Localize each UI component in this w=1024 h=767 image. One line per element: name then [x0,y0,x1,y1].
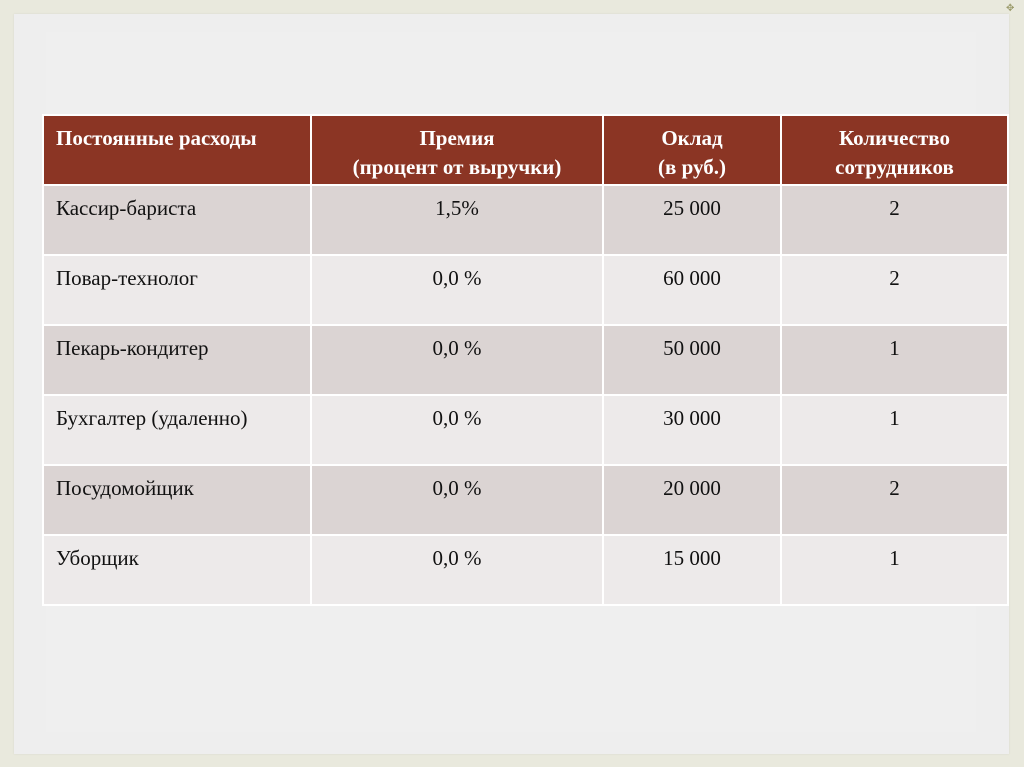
header-employee-count [781,115,1008,185]
cell-position: Повар-технолог [43,255,311,325]
cell-bonus: 0,0 % [311,325,603,395]
header-fixed-costs [43,115,311,185]
slide-corner-icon: ✥ [1006,3,1015,14]
cell-position: Уборщик [43,535,311,605]
cell-bonus: 0,0 % [311,465,603,535]
cell-count: 2 [781,185,1008,255]
cell-position: Посудомойщик [43,465,311,535]
cell-count: 1 [781,325,1008,395]
cell-count: 2 [781,465,1008,535]
cell-bonus: 0,0 % [311,535,603,605]
header-bonus-line1: Премия [419,126,495,150]
cell-position: Бухгалтер (удаленно) [43,395,311,465]
cell-bonus: 0,0 % [311,255,603,325]
cell-bonus: 0,0 % [311,395,603,465]
table-row [43,535,1008,605]
cell-salary: 30 000 [603,395,781,465]
table-row [43,325,1008,395]
table-row [43,465,1008,535]
cell-position: Пекарь-кондитер [43,325,311,395]
header-salary [603,115,781,185]
header-fixed-costs-label: Постоянные расходы [56,126,257,150]
cell-count: 1 [781,395,1008,465]
cell-salary: 60 000 [603,255,781,325]
cell-position: Кассир-бариста [43,185,311,255]
header-bonus-line2: (процент от выручки) [352,155,562,179]
header-employee-count-line1: Количество [838,126,951,150]
cell-salary: 25 000 [603,185,781,255]
table-row [43,255,1008,325]
table-header-row [43,115,1008,185]
header-employee-count-line2: сотрудников [835,155,954,179]
cell-salary: 20 000 [603,465,781,535]
header-salary-line1: Оклад [661,126,723,150]
header-bonus [311,115,603,185]
cell-salary: 50 000 [603,325,781,395]
fixed-costs-table [42,114,1009,606]
table-row [43,395,1008,465]
table-row [43,185,1008,255]
header-salary-line2: (в руб.) [658,155,726,179]
cell-salary: 15 000 [603,535,781,605]
cell-count: 1 [781,535,1008,605]
cell-bonus: 1,5% [311,185,603,255]
cell-count: 2 [781,255,1008,325]
